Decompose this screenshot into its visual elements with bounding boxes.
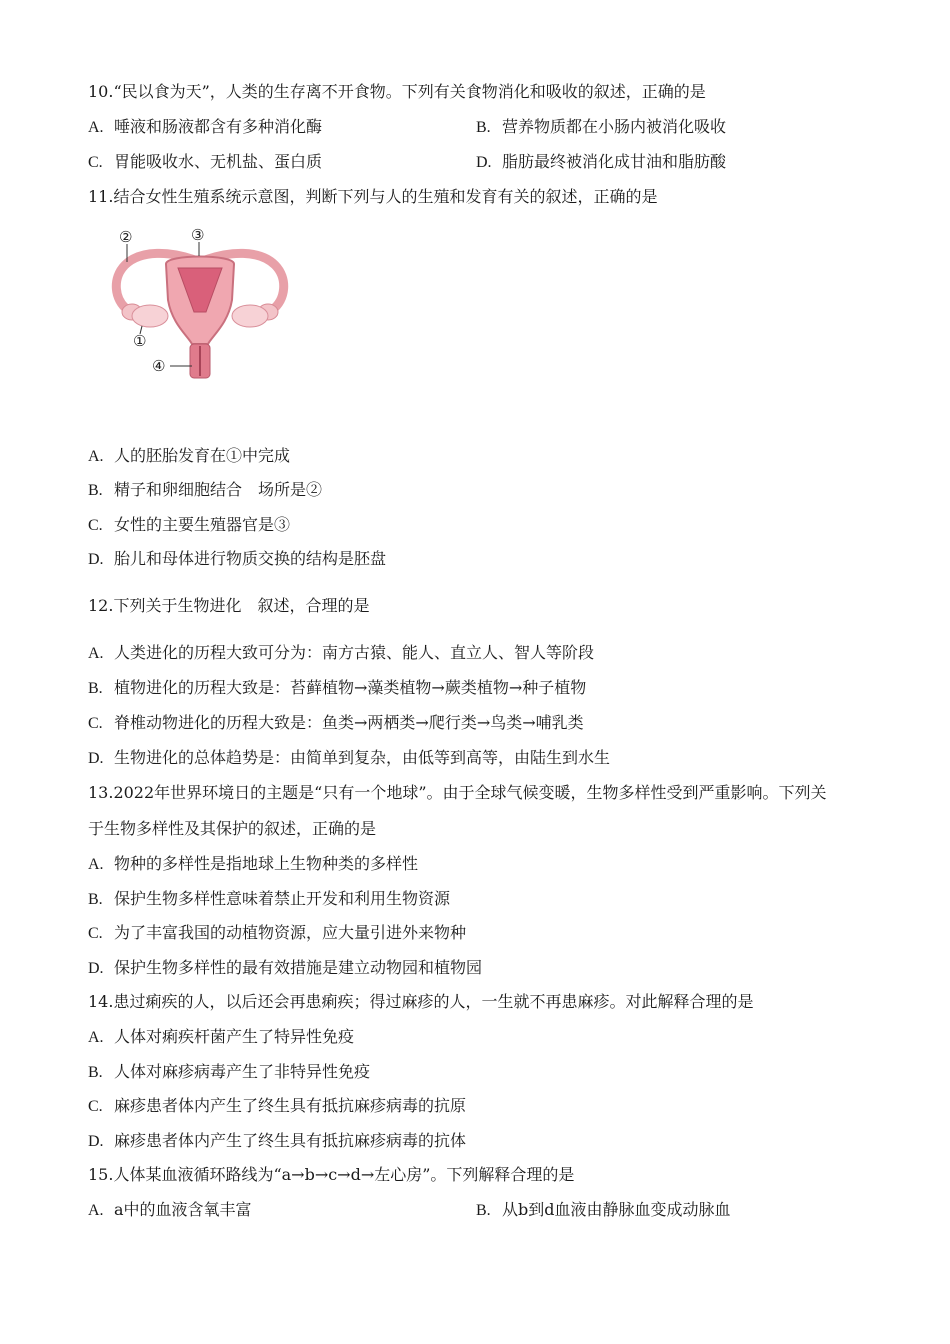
option-text: 营养物质都在小肠内被消化吸收 [502, 117, 727, 136]
option-label: B. [88, 1064, 103, 1081]
question-10-stem: 10.“民以食为天”，人类的生存离不开食物。下列有关食物消化和吸收的叙述，正确的是 [88, 82, 706, 101]
q14-option-d [88, 1131, 466, 1152]
option-text: 植物进化的历程大致是：苔藓植物→藻类植物→蕨类植物→种子植物 [114, 678, 587, 697]
q13-option-a [88, 854, 418, 875]
q11-option-c [88, 515, 290, 536]
option-label: C. [88, 1098, 103, 1115]
q14-option-c [88, 1096, 466, 1117]
option-text: 胃能吸收水、无机盐、蛋白质 [114, 152, 323, 171]
question-15-stem: 15.人体某血液循环路线为“a→b→c→d→左心房”。下列解释合理的是 [88, 1165, 575, 1184]
q10-option-d [476, 152, 726, 173]
option-label: B. [88, 482, 103, 499]
option-text: 脂肪最终被消化成甘油和脂肪酸 [502, 152, 727, 171]
label-2: ② [119, 228, 133, 246]
q14-option-a [88, 1027, 354, 1048]
option-label: B. [88, 891, 103, 908]
option-text: 唾液和肠液都含有多种消化酶 [114, 117, 323, 136]
option-label: D. [88, 960, 104, 977]
label-3: ③ [191, 226, 205, 244]
q10-option-a [88, 117, 322, 138]
option-label: D. [88, 551, 104, 568]
question-12-stem: 12.下列关于生物进化 叙述，合理的是 [88, 596, 370, 615]
option-label: D. [88, 750, 104, 767]
q15-option-a [88, 1200, 252, 1221]
option-text: 为了丰富我国的动植物资源，应大量引进外来物种 [114, 923, 467, 942]
option-text: 物种的多样性是指地球上生物种类的多样性 [114, 854, 419, 873]
option-label: C. [88, 517, 103, 534]
option-label: A. [88, 856, 104, 873]
option-label: B. [476, 119, 491, 136]
q15-option-b [476, 1200, 731, 1221]
option-text: 人体对痢疾杆菌产生了特异性免疫 [114, 1027, 355, 1046]
q11-option-d [88, 549, 386, 570]
q11-option-a [88, 446, 290, 467]
q10-option-c [88, 152, 322, 173]
female-reproductive-system-diagram [100, 220, 300, 390]
q11-option-b [88, 480, 322, 501]
option-label: A. [88, 645, 104, 662]
option-label: C. [88, 925, 103, 942]
option-text: 麻疹患者体内产生了终生具有抵抗麻疹病毒的抗原 [114, 1096, 467, 1115]
option-label: A. [88, 448, 104, 465]
question-13-stem-line-2: 于生物多样性及其保护的叙述，正确的是 [88, 819, 377, 838]
q10-option-b [476, 117, 726, 138]
option-text: 麻疹患者体内产生了终生具有抵抗麻疹病毒的抗体 [114, 1131, 467, 1150]
q12-option-b [88, 678, 586, 699]
q13-option-b [88, 889, 450, 910]
q12-option-a [88, 643, 594, 664]
q13-option-d [88, 958, 482, 979]
option-label: D. [476, 154, 492, 171]
question-14-stem: 14.患过痢疾的人，以后还会再患痢疾；得过麻疹的人，一生就不再患麻疹。对此解释合理的是 [88, 992, 754, 1011]
option-text: 人体对麻疹病毒产生了非特异性免疫 [114, 1062, 371, 1081]
label-4: ④ [152, 357, 166, 375]
option-label: A. [88, 1029, 104, 1046]
option-label: D. [88, 1133, 104, 1150]
option-label: C. [88, 715, 103, 732]
option-text: 女性的主要生殖器官是③ [114, 515, 291, 534]
option-text: 脊椎动物进化的历程大致是：鱼类→两栖类→爬行类→鸟类→哺乳类 [114, 713, 584, 732]
option-text: 人的胚胎发育在①中完成 [114, 446, 291, 465]
option-label: B. [476, 1202, 491, 1219]
q12-option-c [88, 713, 584, 734]
option-text: 精子和卵细胞结合 场所是② [114, 480, 323, 499]
option-text: 保护生物多样性意味着禁止开发和利用生物资源 [114, 889, 451, 908]
question-13-stem-line-1: 13.2022年世界环境日的主题是“只有一个地球”。由于全球气候变暖，生物多样性受到严重影响。下列关 [88, 783, 827, 802]
question-11-stem: 11.结合女性生殖系统示意图，判断下列与人的生殖和发育有关的叙述，正确的是 [88, 187, 658, 206]
option-text: a中的血液含氧丰富 [114, 1200, 252, 1219]
option-text: 保护生物多样性的最有效措施是建立动物园和植物园 [114, 958, 483, 977]
option-text: 生物进化的总体趋势是：由简单到复杂，由低等到高等，由陆生到水生 [114, 748, 611, 767]
option-text: 人类进化的历程大致可分为：南方古猿、能人、直立人、智人等阶段 [114, 643, 595, 662]
option-text: 胎儿和母体进行物质交换的结构是胚盘 [114, 549, 387, 568]
option-label: C. [88, 154, 103, 171]
uterus-illustration [100, 220, 300, 390]
label-1: ① [133, 332, 147, 350]
option-text: 从b到d血液由静脉血变成动脉血 [502, 1200, 731, 1219]
option-label: A. [88, 1202, 104, 1219]
q14-option-b [88, 1062, 370, 1083]
option-label: A. [88, 119, 104, 136]
q13-option-c [88, 923, 466, 944]
q12-option-d [88, 748, 610, 769]
option-label: B. [88, 680, 103, 697]
